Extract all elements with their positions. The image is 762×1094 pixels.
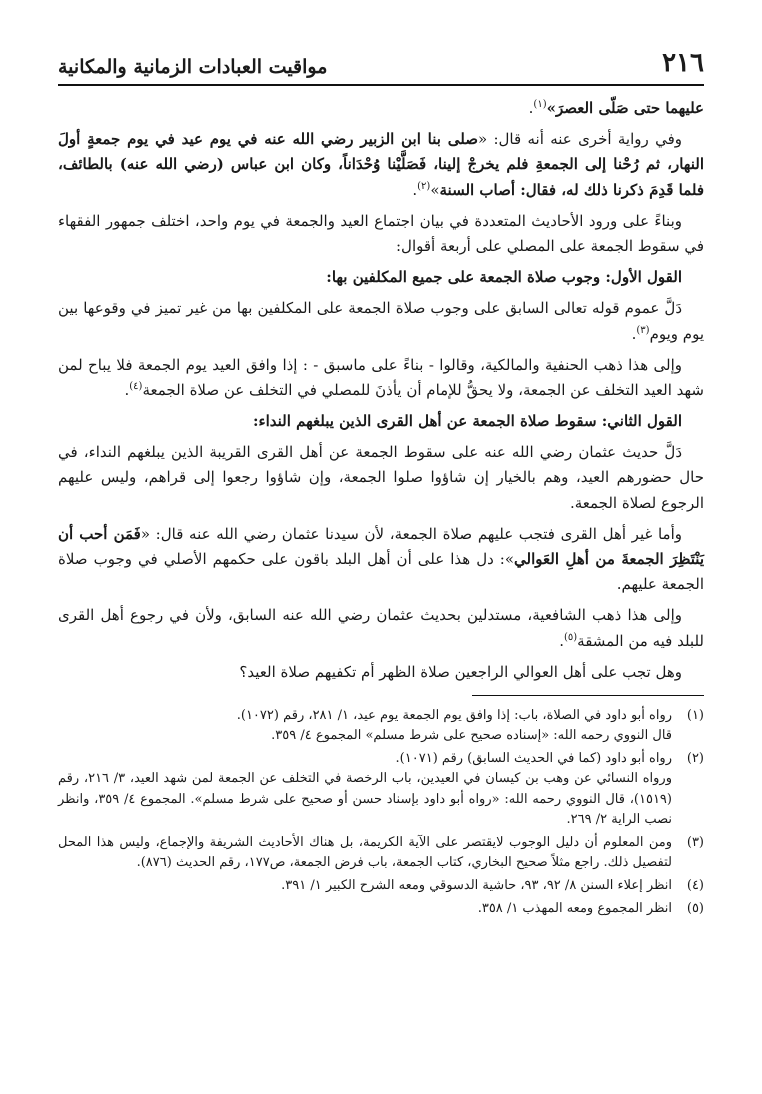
footnote (58, 876, 704, 896)
quote-close: » (430, 180, 440, 199)
footnote (58, 899, 704, 919)
paragraph-text: وفي رواية أخرى عنه أنه قال: « (477, 130, 682, 149)
footnote-number: (٥) (686, 901, 704, 917)
footnote-number: (١) (686, 707, 704, 723)
paragraph: وإلى هذا ذهب الحنفية والمالكية، وقالوا - بناءً على ماسبق - : إذا وافق العيد يوم الجمعة فلا يباح لمن شهد العيد التخلف عن الجمعة، ولا يحقُّ للإمام أن يأذنَ للمصلي في التخلف عن صلاة الجمعة$^{(٤)}$. (58, 355, 704, 399)
footnote-ref: (١) (533, 99, 547, 110)
footnote (58, 833, 704, 873)
paragraph: وإلى هذا ذهب الشافعية، مستدلين بحديث عثمان رضي الله عنه السابق، ولأن في رجوع أهل القرى للبلد فيه من المشقة$^{(٥)}$. (58, 606, 704, 650)
footnote-ref: (٤) (129, 380, 143, 392)
main-text (58, 96, 704, 685)
footnote (58, 706, 704, 746)
paragraph: وفي رواية أخرى عنه أنه قال: «صلى بنا ابن الزبير رضي الله عنه في يوم عيد في يوم جمعةٍ أولَ النهار، ثم رُحْنا إلى الجمعةِ فلم يخرجْ إلينا، فَصَلَّيْنا وُحْدَاناً، وكان ابن عباس (رضي الله عنه) بالطائف، فلما قَدِمَ ذكرنا ذلك له، فقال: أصاب السنة»$^{(٢)}$. (58, 130, 704, 199)
paragraph (58, 522, 704, 598)
footnote-number: (٣) (686, 834, 704, 850)
footnote-number: (٤) (686, 878, 704, 894)
section-heading: القول الثاني: سقوط صلاة الجمعة عن أهل القرى الذين يبلغهم النداء: (253, 412, 682, 431)
footnote-line: رواه أبو داود (كما في الحديث السابق) رقم (١٠٧١). (395, 751, 672, 767)
paragraph: عليهما حتى صَلّى العصرَ»$^{(١)}$. (528, 99, 704, 117)
paragraph: وبناءً على ورود الأحاديث المتعددة في بيان اجتماع العيد والجمعة في يوم واحد، اختلف جمهور الفقهاء في سقوط الجمعة على المصلي على أربعة أقوال: (58, 211, 704, 255)
paragraph-text: دَلَّ عموم قوله تعالى السابق على وجوب صلاة الجمعة على المكلفين بها من غير تميز في وقوعها بين يوم ويوم (58, 299, 704, 343)
footnote-line: رواه أبو داود في الصلاة، باب: إذا وافق يوم الجمعة يوم عيد، ١/ ٢٨١، رقم (١٠٧٢). (236, 707, 672, 723)
section-heading: القول الأول: وجوب صلاة الجمعة على جميع المكلفين بها: (326, 268, 682, 287)
footnote-line: ومن المعلوم أن دليل الوجوب لايقتصر على الآية الكريمة، بل هناك الأحاديث الشريفة والإجماع، وليس هذا المحل لتفصيل ذلك. راجع مثلاً صحيح البخاري، كتاب الجمعة، باب فرض الجمعة، ص١٧٧، رقم الحديث (٨٧٦). (58, 834, 672, 870)
quote-text: عليهما حتى صَلّى العصرَ» (546, 99, 704, 117)
footnote-line: ورواه النسائي عن وهب بن كيسان في العيدين، باب الرخصة في التخلف عن الجمعة لمن شهد العيد، ٣/ ٢١٦، رقم (١٥١٩)، قال النووي رحمه الله: «رواه أبو داود بإسناد حسن أو صحيح على شرط مسلم». المجموع ٤/ ٣٥٩، وانظر نصب الراية ٢/ ٢٦٩. (58, 771, 672, 827)
paragraph: دَلَّ حديث عثمان رضي الله عنه على سقوط الجمعة عن أهل القرى القريبة الذين يبلغهم النداء، في حال حضورهم العيد، وهم بالخيار إن شاؤوا صلوا الجمعة، وإن شاؤوا رجعوا إلى قراهم، وليس عليهم الرجوع لصلاة الجمعة. (58, 443, 704, 512)
footnote (58, 749, 704, 830)
footnote-ref: (٥) (563, 631, 578, 643)
footnote-line: انظر إعلاء السنن ٨/ ٩٢، ٩٣، حاشية الدسوقي ومعه الشرح الكبير ١/ ٣٩١. (281, 878, 672, 894)
paragraph-text: وإلى هذا ذهب الحنفية والمالكية، وقالوا - بناءً على ماسبق - : إذا وافق العيد يوم الجمعة فلا يباح لمن شهد العيد التخلف عن الجمعة، ولا يحقُّ للإمام أن يأذنَ للمصلي في التخلف عن صلاة الجمعة (58, 355, 704, 399)
paragraph: وهل تجب على أهل العوالي الراجعين صلاة الظهر أم تكفيهم صلاة العيد؟ (239, 662, 682, 681)
paragraph-text: وإلى هذا ذهب الشافعية، مستدلين بحديث عثمان رضي الله عنه السابق، ولأن في رجوع أهل القرى للبلد فيه من المشقة (58, 606, 704, 650)
footnote-separator (472, 695, 704, 696)
paragraph: دَلَّ عموم قوله تعالى السابق على وجوب صلاة الجمعة على المكلفين بها من غير تميز في وقوعها بين يوم ويوم$^{(٣)}$. (58, 299, 704, 343)
running-title: مواقيت العبادات الزمانية والمكانية (58, 56, 328, 78)
quote-text: صلى بنا ابن الزبير رضي الله عنه في يوم عيد في يوم جمعةٍ أولَ النهار، ثم رُحْنا إلى الجمعةِ فلم يخرجْ إلينا، فَصَلَّيْنا وُحْدَاناً، وكان ابن عباس (رضي الله عنه) بالطائف، فلما قَدِمَ ذكرنا ذلك له، فقال: أصاب السنة (58, 130, 704, 199)
footnote-ref: (٢) (417, 180, 431, 192)
page-number: ٢١٦ (662, 48, 704, 78)
footnote-ref: (٣) (636, 324, 650, 336)
footnotes (58, 706, 704, 919)
footnote-line: انظر المجموع ومعه المهذب ١/ ٣٥٨. (477, 901, 672, 917)
quote-text: فَمَن أحب أن يَنْتَظِرَ الجمعةَ من أهلِ العَوالي (58, 524, 704, 568)
paragraph-text: وأما غير أهل القرى فتجب عليهم صلاة الجمعة، لأن سيدنا عثمان رضي الله عنه قال: « (140, 524, 682, 543)
page-header (58, 48, 704, 86)
footnote-number: (٢) (686, 751, 704, 767)
paragraph-text: »: دل هذا على أن أهل البلد باقون على حكمهم الأصلي في وجوب صلاة الجمعة عليهم. (58, 550, 704, 594)
footnote-line: قال النووي رحمه الله: «إسناده صحيح على شرط مسلم» المجموع ٤/ ٣٥٩. (271, 728, 672, 744)
